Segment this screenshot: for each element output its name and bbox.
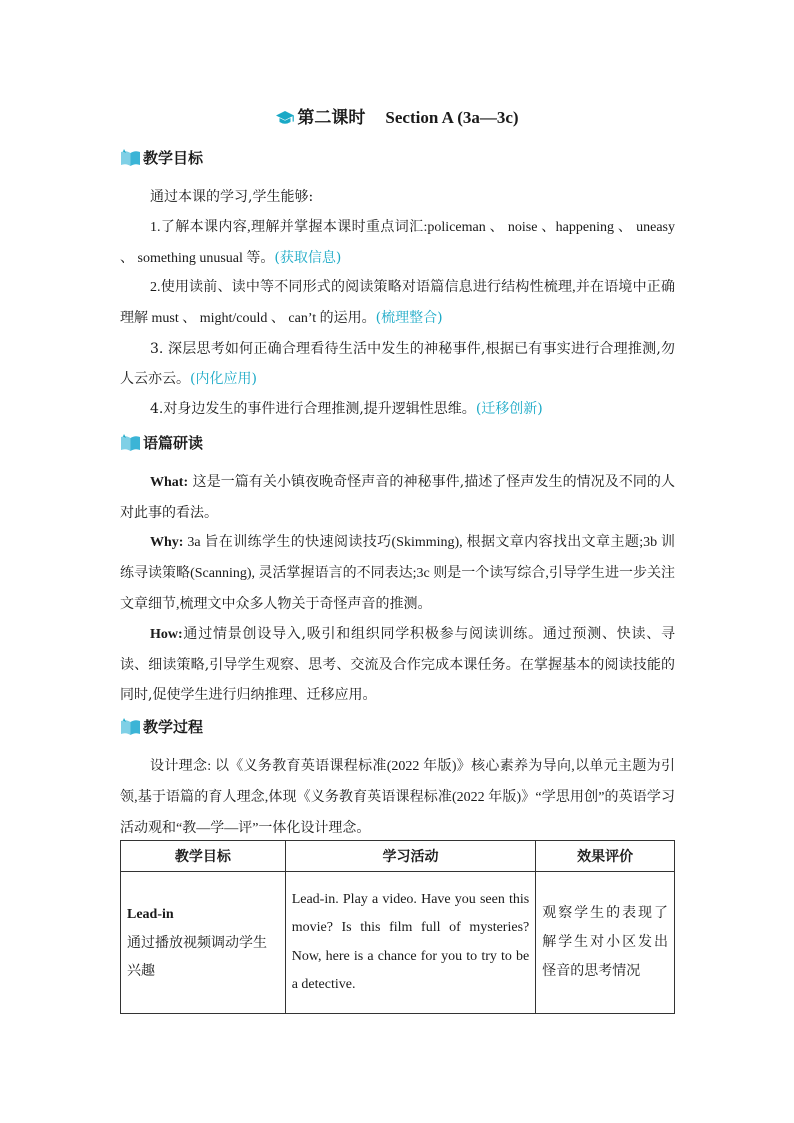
section-heading-reading: 语篇研读	[120, 432, 203, 454]
table-cell-evaluation	[536, 872, 675, 1014]
lesson-title	[0, 106, 794, 133]
table-header: 效果评价	[536, 841, 675, 872]
lesson-title-part2: Section A (3a—3c)	[385, 108, 519, 127]
book-icon	[120, 148, 141, 167]
section-heading-process: 教学过程	[120, 716, 203, 738]
table-cell-goal	[121, 872, 286, 1014]
objective-tag-4: (迁移创新)	[475, 401, 543, 417]
objective-item-2: 2.使用读前、读中等不同形式的阅读策略对语篇信息进行结构性梳理,并在语境中正确理解 must 、 might/could 、 can’t 的运用。(梳理整合)	[120, 280, 675, 326]
section-heading-objectives: 教学目标	[120, 147, 203, 169]
objective-item-4: 4.对身边发生的事件进行合理推测,提升逻辑性思维。(迁移创新)	[150, 401, 543, 417]
process-intro: 设计理念: 以《义务教育英语课程标准(2022 年版)》核心素养为导向,以单元主题为引领,基于语篇的育人理念,体现《义务教育英语课程标准(2022 年版)》“学思用创”的英语学习活动观和“教—学—评”一体化设计理念。	[120, 759, 675, 836]
reading-why: Why: 3a 旨在训练学生的快速阅读技巧(Skimming), 根据文章内容找出文章主题;3b 训练寻读策略(Scanning), 灵活掌握语言的不同表达;3c 则是一个读写综合,引导学生进一步关注文章细节,梳理文中众多人物关于奇怪声音的推测。	[120, 535, 675, 612]
book-icon	[120, 717, 141, 736]
goal-title: Lead-in	[127, 906, 174, 922]
process-table	[120, 840, 675, 1014]
graduation-cap-icon	[275, 109, 295, 133]
table-header: 教学目标	[121, 841, 286, 872]
evaluation-text: 观察学生的表现了解学生对小区发出怪音的思考情况	[542, 905, 668, 979]
book-icon	[120, 433, 141, 452]
reading-what: What: 这是一篇有关小镇夜晚奇怪声音的神秘事件,描述了怪声发生的情况及不同的人对此事的看法。	[120, 474, 675, 521]
activity-text: Lead-in. Play a video. Have you seen this movie? Is this film full of mysteries? Now, here is a chance for you to try to be a detective.	[291, 891, 530, 992]
objective-item-3: 3. 深层思考如何正确合理看待生活中发生的神秘事件,根据已有事实进行合理推测,勿人云亦云。(内化应用)	[120, 341, 675, 387]
goal-text: 通过播放视频调动学生兴趣	[127, 934, 267, 979]
lesson-title-part1: 第二课时	[297, 108, 366, 128]
table-header: 学习活动	[285, 841, 536, 872]
table-cell-activity	[285, 872, 536, 1014]
reading-how: How:通过情景创设导入,吸引和组织同学积极参与阅读训练。通过预测、快读、寻读、细读策略,引导学生观察、思考、交流及合作完成本课任务。在掌握基本的阅读技能的同时,促使学生进行归纳推理、迁移应用。	[120, 626, 675, 703]
objective-tag-3: (内化应用)	[190, 371, 257, 387]
objective-tag-2: (梳理整合)	[375, 310, 443, 326]
table-row	[121, 872, 675, 1014]
table-header-row	[121, 841, 675, 872]
objectives-intro: 通过本课的学习,学生能够:	[150, 189, 314, 205]
objective-item-1: 1.了解本课内容,理解并掌握本课时重点词汇:policeman 、 noise 、happening 、 uneasy 、 something unusual 等。(获取信息)	[120, 220, 675, 266]
objective-tag-1: (获取信息)	[274, 250, 342, 266]
